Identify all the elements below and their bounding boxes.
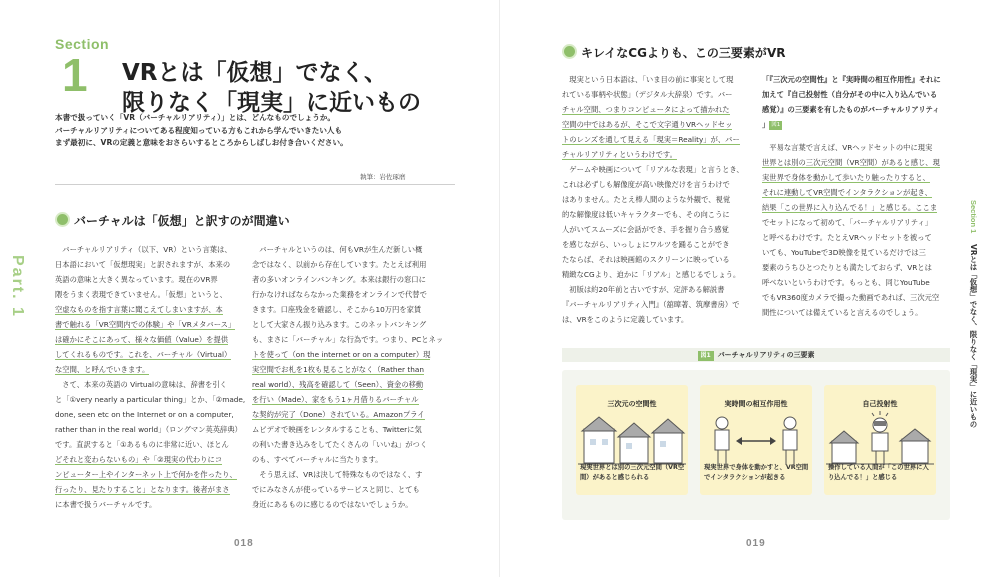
bullet-dot-icon	[55, 212, 70, 227]
text-line	[562, 312, 744, 327]
text-line	[55, 317, 245, 332]
text-line-content: と呼べるわけです。たとえVRヘッドセットを被って	[762, 233, 932, 242]
section-number: 1	[62, 49, 88, 101]
text-line	[55, 407, 245, 422]
text-line	[55, 242, 245, 257]
text-line-content: でにみなさんが使っているサービスと同じ、とても	[252, 485, 420, 494]
text-line	[252, 377, 443, 392]
text-line-content: な空間、と呼んでいきます。	[55, 365, 150, 374]
text-line	[55, 482, 245, 497]
text-line	[762, 290, 941, 305]
text-line	[252, 347, 443, 362]
figure-reference-badge: 図1	[771, 122, 781, 128]
text-line-content: れている事柄や状態」（デジタル大辞泉）です。バー	[562, 90, 733, 99]
text-line	[562, 117, 744, 132]
text-line-content: な契約が完了（Done）されている。Amazonプライ	[252, 410, 425, 419]
figure-badge: 図1	[698, 351, 714, 361]
text-line	[762, 132, 941, 140]
text-line-content: でもVR360度カメラで撮った動画であれば、三次元空	[762, 293, 940, 302]
text-line-content: real world）、残高を確認して（Seen）、資金の移動	[252, 380, 424, 389]
section-heading	[55, 212, 290, 229]
text-line-content: 空間の中ではあるが、そこで文字通りVRヘッドセッ	[562, 120, 733, 129]
text-line-content: チャル空間、つまりコンピュータによって描かれた	[562, 105, 730, 114]
text-line	[55, 497, 245, 512]
text-line-content: 世界とは別の三次元空間（VR空間）があると感じ、現	[762, 158, 940, 167]
text-line-content: 間性については備えていると言えるのでしょう。	[762, 308, 923, 317]
text-line-content: これは必ずしも解像度が高い映像だけを言うわけで	[562, 180, 730, 189]
text-line	[562, 297, 744, 312]
section-label: Section	[55, 36, 110, 52]
text-line	[562, 222, 744, 237]
text-line-content: は、VRをこのように定義しています。	[562, 315, 689, 324]
text-line-content: のも、すべてバーチャルに当たります。	[252, 455, 383, 464]
card-description-line: でインタラクションが起きる	[704, 474, 786, 481]
text-line-content: 隈をうまく表現できていません。「仮想」というと、	[55, 290, 227, 299]
houses-illustration-icon	[576, 411, 688, 471]
text-line	[562, 132, 744, 147]
page-number-left: 018	[234, 538, 254, 549]
text-line-content: も、まさに「バーチャル」な行為です。つまり、PCとネッ	[252, 335, 444, 344]
text-line-content: ンピューター上やインターネット上で何かを作ったり、	[55, 470, 237, 479]
text-line-content: に本書で扱うバーチャルです。	[55, 500, 157, 509]
page-title	[122, 58, 421, 118]
intro-line: バーチャルリアリティについてある程度知っている方もこれから学んでいきたい人も	[55, 125, 343, 135]
text-line-content: それに連動してVR空間でインタラクションが起き、	[762, 188, 932, 197]
card-description-line: 現実世界で身体を動かすと、VR空間	[704, 464, 809, 471]
text-line	[562, 192, 744, 207]
text-line	[762, 215, 941, 230]
text-line	[252, 467, 443, 482]
person-houses-icon	[824, 411, 936, 471]
text-line	[562, 177, 744, 192]
page-title-line: VRとは「仮想」でなく、	[122, 60, 388, 86]
card-title: 実時間の相互作用性	[724, 400, 788, 408]
body-column-1	[562, 72, 744, 327]
text-line	[252, 332, 443, 347]
text-line	[252, 422, 443, 437]
section-heading	[562, 44, 785, 61]
text-line-content: 加えて『自己投射性（自分がその中に入り込んでいる	[762, 90, 938, 99]
text-line	[55, 272, 245, 287]
card-description	[828, 463, 936, 483]
text-line	[762, 155, 941, 170]
text-line	[55, 332, 245, 347]
text-line	[55, 437, 245, 452]
text-line-content: ムビデオで映画をレンタルすることも、Twitterに気	[252, 425, 422, 434]
text-line-content: 『バーチャルリアリティ入門』（舘暲著、筑摩書房）で	[562, 300, 740, 309]
text-line-content: 精緻なCGより、迫かに「リアル」と感じるでしょう。	[562, 270, 741, 279]
text-line	[762, 260, 941, 275]
author-credit: 執筆：岩佐琢磨	[360, 173, 406, 181]
body-column-2	[252, 242, 443, 512]
text-line-content: トのレンズを通して見える「現実＝Reality」が、バー	[562, 135, 740, 144]
text-line	[762, 140, 941, 155]
body-column-1	[55, 242, 245, 512]
text-line	[252, 392, 443, 407]
text-line-content: 行かなければならなかった業務をオンラインで代替で	[252, 290, 427, 299]
text-line-content: たならば、それは映画館のスクリーンに映っている	[562, 255, 730, 264]
text-line-content: を行い（Made）、家をもう1ヶ月借りるバーチャル	[252, 395, 419, 404]
intro-line: まず最初に、VRの定義と意味をおさらいするところからしばしお付き合いください。	[55, 138, 348, 147]
text-line-content: 書で触れる「VR空間内での体験」や「VRメタバース」	[55, 320, 236, 329]
text-line	[562, 162, 744, 177]
text-line	[762, 305, 941, 320]
text-line-content: と「①very nearly a particular thing」とか、「②made,	[55, 395, 246, 404]
text-line	[55, 377, 245, 392]
text-line	[252, 362, 443, 377]
text-line-content: 現実という日本語は、「いま目の前に事実として現	[562, 75, 734, 84]
text-line	[562, 207, 744, 222]
text-line-content: 」	[762, 120, 770, 129]
text-line	[55, 362, 245, 377]
text-line	[762, 87, 941, 102]
text-line	[55, 287, 245, 302]
text-line	[762, 170, 941, 185]
text-line-content: 的な解像度は低いキャラクターでも、その向こうに	[562, 210, 730, 219]
intro-text	[55, 112, 355, 150]
text-line	[252, 497, 443, 512]
intro-line: 本書で扱っていく「VR（バーチャルリアリティ）」とは、どんなものでしょうか。	[55, 113, 336, 122]
text-line-content: チャルリアリティというわけです。	[562, 150, 677, 159]
text-line-content: done, seen etc on the Internet or on a computer,	[55, 410, 234, 419]
text-line-content: 呼べないというわけです。もっとも、同じYouTube	[762, 278, 930, 287]
text-line	[562, 252, 744, 267]
text-line-content: 要素のうちひとつたりとも満たしておらず、VRとは	[762, 263, 932, 272]
text-line	[252, 482, 443, 497]
text-line-content: そう思えば、VRは決して特殊なものではなく、す	[252, 470, 423, 479]
text-line-content: として大家さん振り込みます。このネットバンキング	[252, 320, 427, 329]
text-line	[762, 72, 941, 87]
text-line-content: ゲームや映画について「リアルな表現」と言うとき、	[562, 165, 744, 174]
bullet-dot-icon	[562, 44, 577, 59]
section-heading-text: キレイなCGよりも、この三要素がVR	[581, 46, 786, 60]
text-line-content: 行ったり、見たりすること」となります。後者がまさ	[55, 485, 230, 494]
page-number-right: 019	[746, 538, 766, 549]
text-line-content: 結果「この世界に入り込んでる！」と感じる。ここま	[762, 203, 938, 212]
text-line-content: いても、YouTubeで3D映像を見ているだけでは三	[762, 248, 926, 257]
text-line-content: 人がいてスムーズに会話ができ、手を握り合う感覚	[562, 225, 729, 234]
text-line-content: は確かにそこにあって、様々な価値（Value）を提供	[55, 335, 229, 344]
text-line-content: 実世界で身体を動かして歩いたり触ったりすると、	[762, 173, 930, 182]
card-title: 自己投射性	[862, 400, 898, 408]
text-line-content: rather than in the real world」（ロングマン英英辞典）	[55, 425, 242, 434]
text-line	[562, 87, 744, 102]
text-line-content: 平易な言葉で言えば、VRヘッドセットの中に現実	[762, 143, 933, 152]
text-line	[252, 437, 443, 452]
text-line-content: でセットになって初めて、「バーチャルリアリティ」	[762, 218, 933, 227]
text-line-content: 身近にあるものに感じるのではないでしょうか。	[252, 500, 413, 509]
text-line	[762, 200, 941, 215]
text-line	[55, 257, 245, 272]
text-line-content: 実空間でお札を1枚も見ることがなく（Rather than	[252, 365, 424, 374]
text-line	[55, 467, 245, 482]
text-line	[55, 392, 245, 407]
text-line	[55, 302, 245, 317]
text-line	[252, 407, 443, 422]
text-line-content: 初版は約20年前と古いですが、定評ある解説書	[562, 285, 725, 294]
card-description-line: 間）があると感じられる	[580, 474, 650, 481]
divider	[55, 184, 455, 185]
text-line	[762, 275, 941, 290]
text-line	[252, 302, 443, 317]
text-line-content: 者の多いオンラインバンキング。本来は銀行の窓口に	[252, 275, 426, 284]
text-line	[252, 272, 443, 287]
text-line	[762, 230, 941, 245]
text-line-content: 空虚なものを指す言葉に聞こえてしまいますが、本	[55, 305, 223, 314]
card-description	[580, 463, 688, 483]
card-description-line: り込んでる！」と感じる	[828, 474, 898, 481]
text-line	[562, 282, 744, 297]
card-description	[704, 463, 812, 483]
text-line	[252, 257, 443, 272]
card-description-line: 現実世界とは別の三次元空間（VR空	[580, 464, 685, 471]
text-line-content: バーチャルリアリティ（以下、VR）という言葉は、	[55, 245, 232, 254]
text-line	[562, 237, 744, 252]
text-line	[762, 185, 941, 200]
text-line	[762, 117, 941, 132]
text-line	[562, 267, 744, 282]
text-line	[55, 347, 245, 362]
text-line	[762, 102, 941, 117]
text-line-content: どそれと変わらないもの」や「②現実の代わりにコ	[55, 455, 223, 464]
text-line-content: 「『三次元の空間性』と『実時間の相互作用性』それに	[762, 75, 941, 84]
text-line	[55, 422, 245, 437]
figure-title: バーチャルリアリティの三要素	[717, 351, 815, 359]
text-line	[762, 245, 941, 260]
text-line-content: の利いた書き込みをしてたくさんの「いいね」がつく	[252, 440, 428, 449]
figure-caption	[562, 348, 950, 362]
text-line	[252, 317, 443, 332]
page-title-line: 限りなく「現実」に近いもの	[122, 90, 421, 116]
card-title: 三次元の空間性	[607, 400, 657, 408]
text-line	[55, 452, 245, 467]
side-tab-section: Section 1	[969, 200, 978, 234]
text-line	[562, 147, 744, 162]
text-line-content: バーチャルというのは、何もVRが生んだ新しい概	[252, 245, 423, 254]
text-line	[562, 102, 744, 117]
text-line-content: 感覚）』の三要素を有したものがバーチャルリアリティ	[762, 105, 940, 114]
section-heading-text: バーチャルは「仮想」と訳すのが間違い	[74, 214, 290, 228]
text-line-content: 日本語において「仮想現実」と訳されますが、本来の	[55, 260, 231, 269]
text-line	[252, 242, 443, 257]
text-line-content: です。直訳すると「①あるものに非常に近い、ほとん	[55, 440, 229, 449]
text-line-content: を感じながら、いっしょにワルツを踊ることができ	[562, 240, 730, 249]
text-line-content: 念ではなく、以前から存在しています。たとえば利用	[252, 260, 427, 269]
part-tab: Part. 1	[9, 255, 26, 318]
card-description-line: 操作している人間が「この世界に入	[828, 464, 929, 471]
text-line-content: トを使って（on the internet or on a computer）現	[252, 350, 431, 359]
side-tab-title: VRとは「仮想」でなく、限りなく「現実」に近いもの	[969, 243, 978, 429]
two-people-arrow-icon	[700, 411, 812, 471]
text-line-content: 英語の意味と大きく異なっています。現在のVR界	[55, 275, 218, 284]
side-tab	[968, 200, 979, 428]
text-line-content: はありません。たとえ棒人間のような外観で、視覚	[562, 195, 731, 204]
text-line-content: きます。口座残金を確認し、そこから10万円を家賃	[252, 305, 422, 314]
text-line	[252, 287, 443, 302]
body-column-2	[762, 72, 941, 320]
text-line	[562, 72, 744, 87]
text-line-content: さて、本来の英語の Virtualの意味は、辞書を引く	[55, 380, 227, 389]
text-line	[252, 452, 443, 467]
text-line-content: してくれるものです。これを、バーチャル（Virtual）	[55, 350, 232, 359]
